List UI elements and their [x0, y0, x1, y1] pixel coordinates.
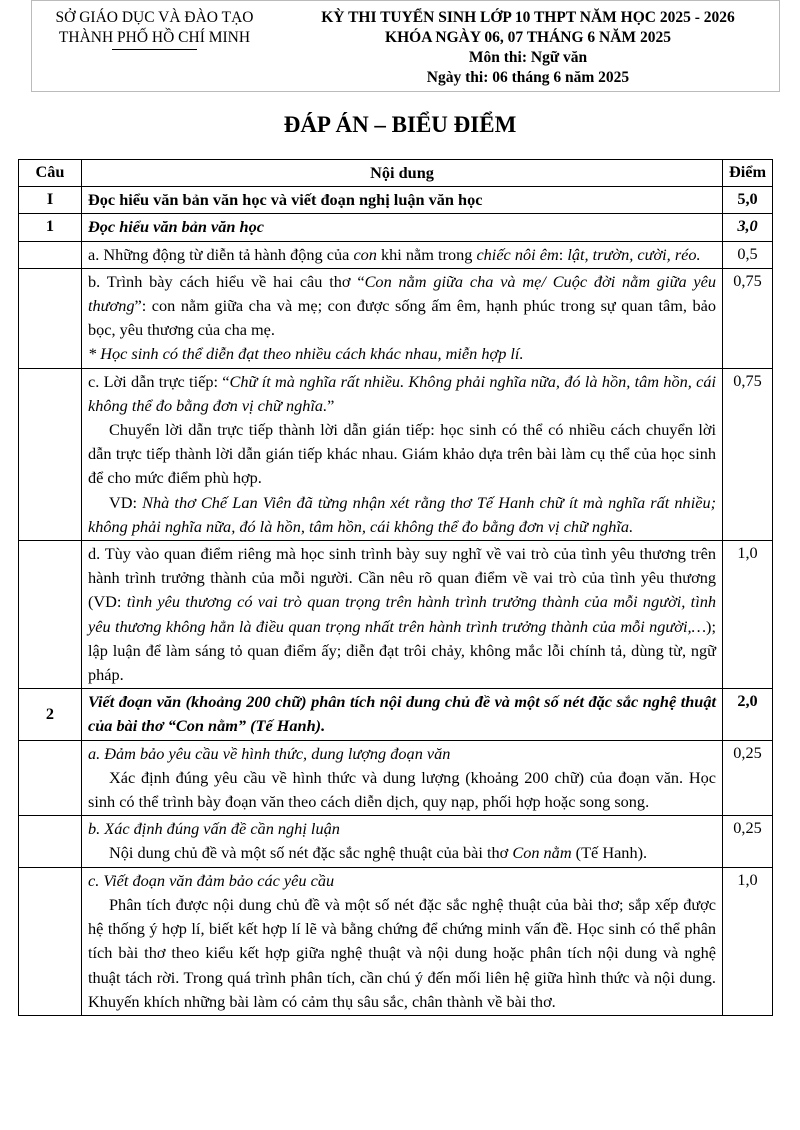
cau-cell-empty: [19, 867, 82, 1015]
answer-1b-text: [88, 270, 716, 343]
answer-1b: [82, 268, 723, 368]
text-run: ”: con nằm giữa cha và mẹ; con được sống ấm êm, hạnh phúc trong sự quan tâm, bảo bọc, yêu thương của cha mẹ.: [88, 296, 716, 340]
answer-2c: [82, 867, 723, 1015]
table-row-section-2: [19, 689, 773, 740]
issuer-line-1: SỞ GIÁO DỤC VÀ ĐÀO TẠO: [55, 9, 254, 26]
criterion-body: Phân tích được nội dung chủ đề và một số nét đặc sắc nghệ thuật của bài thơ; sắp xếp được hệ thống ý hợp lí, biết kết hợp lí lẽ và bằng chứng để chứng minh vấn đề. Học sinh có thể phân tích bài thơ theo kiểu kết hợp giữa nghệ thuật và nội dung hoặc phân tích nội dung và nghệ thuật tách rời. Trong quá trình phân tích, cần chú ý đến mối liên hệ giữa hình thức và nội dung. Khuyến khích những bài làm có cảm thụ sâu sắc, chân thành về bài thơ.: [88, 894, 716, 1011]
criterion-heading: b. Xác định đúng vấn đề cần nghị luận: [88, 819, 340, 839]
text-run: tình yêu thương có vai trò quan trọng trên hành trình trưởng thành của mỗi người, tình yêu thương không hẳn là điều quan trọng nhất trên hành trình trưởng thành của mỗi người,…: [88, 592, 716, 636]
answer-1c-quote: [88, 370, 716, 418]
cau-cell: 2: [19, 689, 82, 740]
cau-cell: 1: [19, 214, 82, 241]
text-run: a. Những động từ diễn tả hành động của: [88, 244, 354, 264]
text-run: c. Lời dẫn trực tiếp: “: [88, 371, 230, 391]
text-run: lật, trườn, cười, réo.: [567, 244, 701, 264]
section-2-title: Viết đoạn văn (khoảng 200 chữ) phân tích nội dung chủ đề và một số nét đặc sắc nghệ thuật của bài thơ “Con nằm” (Tế Hanh).: [82, 689, 723, 740]
diem-cell: 0,25: [723, 816, 773, 867]
criterion-heading: a. Đảm bảo yêu cầu về hình thức, dung lượng đoạn văn: [88, 743, 451, 763]
page-title: ĐÁP ÁN – BIỂU ĐIỂM: [283, 112, 517, 137]
table-row-2a: [19, 740, 773, 816]
cau-cell-empty: [19, 368, 82, 540]
col-header-diem: Điểm: [723, 160, 773, 187]
text-run: b. Trình bày cách hiểu về hai câu thơ “: [88, 271, 365, 291]
table-row-1a: [19, 241, 773, 268]
col-header-cau: Câu: [19, 160, 82, 187]
diem-cell: 1,0: [723, 541, 773, 689]
exam-info-block: [277, 1, 779, 91]
table-row-part-1: [19, 187, 773, 214]
col-header-noidung: Nội dung: [82, 160, 723, 187]
text-run: ”: [327, 395, 335, 415]
table-row-1d: [19, 541, 773, 689]
answer-2a: [82, 740, 723, 816]
table-row-2b: [19, 816, 773, 867]
table-row-section-1: [19, 214, 773, 241]
diem-cell: 2,0: [723, 689, 773, 740]
answer-1c: [82, 368, 723, 540]
diem-cell: 0,25: [723, 740, 773, 816]
criterion-body: Xác định đúng yêu cầu về hình thức và dung lượng (khoảng 200 chữ) của đoạn văn. Học sinh có thể trình bày đoạn văn theo cách diễn dịch, quy nạp, phối hợp hoặc song song.: [88, 767, 716, 812]
exam-session: KHÓA NGÀY 06, 07 THÁNG 6 NĂM 2025: [385, 29, 671, 46]
document-header: [31, 0, 780, 92]
cau-cell-empty: [19, 241, 82, 268]
answer-1a: [82, 241, 723, 268]
text-run: Chữ ít mà nghĩa rất nhiều. Không phải nghĩa nữa, đó là hồn, tâm hồn, cái không thể đo bằng đơn vị chữ nghĩa.: [88, 371, 716, 415]
diem-cell: 5,0: [723, 187, 773, 214]
table-row-1c: [19, 368, 773, 540]
issuer-line-2: THÀNH PHỐ HỒ CHÍ MINH: [58, 29, 251, 46]
answer-key-table: [18, 159, 773, 1016]
text-run: Nhà thơ Chế Lan Viên đã từng nhận xét rằng thơ Tế Hanh chữ ít mà nghĩa rất nhiều; không phải nghĩa nữa, đó là hồn, tâm hồn, cái không thể đo bằng đơn vị chữ nghĩa.: [88, 492, 717, 536]
diem-cell: 3,0: [723, 214, 773, 241]
criterion-heading: c. Viết đoạn văn đảm bảo các yêu cầu: [88, 870, 335, 890]
exam-name: KỲ THI TUYỂN SINH LỚP 10 THPT NĂM HỌC 2025 - 2026: [321, 9, 735, 26]
cau-cell-empty: [19, 740, 82, 816]
diem-cell: 0,75: [723, 268, 773, 368]
cau-cell-empty: [19, 816, 82, 867]
cau-cell-empty: [19, 541, 82, 689]
criterion-body: [88, 841, 716, 865]
text-run: Con nằm: [512, 843, 572, 863]
text-run: khi nằm trong: [376, 244, 477, 264]
text-run: con: [353, 244, 377, 264]
text-run: VD:: [109, 492, 143, 512]
table-row-1b: [19, 268, 773, 368]
answer-1c-example: [88, 491, 716, 539]
text-run: Con nằm giữa cha và mẹ/ Cuộc đời nằm giữa yêu thương: [88, 271, 716, 316]
diem-cell: 1,0: [723, 867, 773, 1015]
text-run: :: [558, 244, 568, 264]
diem-cell: 0,75: [723, 368, 773, 540]
cau-cell-empty: [19, 268, 82, 368]
answer-1b-note: * Học sinh có thể diễn đạt theo nhiều cách khác nhau, miễn hợp lí.: [88, 344, 524, 364]
text-run: (Tế Hanh).: [571, 843, 648, 863]
text-run: d. Tùy vào quan điểm riêng mà học sinh trình bày suy nghĩ về vai trò của tình yêu thương trên hành trình trưởng thành của mỗi người. Cần nêu rõ quan điểm về vai trò của tình yêu thương (VD:: [88, 544, 716, 612]
table-header-row: [19, 160, 773, 187]
issuer-block: [32, 1, 277, 91]
section-1-title: Đọc hiểu văn bản văn học: [82, 214, 723, 241]
exam-date: Ngày thi: 06 tháng 6 năm 2025: [426, 69, 630, 86]
answer-2b: [82, 816, 723, 867]
part-1-title: Đọc hiểu văn bản văn học và viết đoạn nghị luận văn học: [82, 187, 723, 214]
table-row-2c: [19, 867, 773, 1015]
text-run: ); lập luận để làm sáng tỏ quan điểm ấy; diễn đạt trôi chảy, không mắc lỗi chính tả, dùng từ, ngữ pháp.: [88, 616, 716, 685]
issuer-underline: [112, 49, 197, 50]
text-run: chiếc nôi êm: [476, 244, 559, 264]
cau-cell: I: [19, 187, 82, 214]
exam-subject: Môn thi: Ngữ văn: [468, 49, 588, 66]
answer-1d: [82, 541, 723, 689]
answer-1c-guidance: Chuyển lời dẫn trực tiếp thành lời dẫn gián tiếp: học sinh có thể có nhiều cách chuyển lời dẫn trực tiếp thành lời dẫn gián tiếp khác nhau. Giám khảo dựa trên bài làm cụ thể của học sinh để cho mức điểm phù hợp.: [88, 420, 716, 488]
text-run: Nội dung chủ đề và một số nét đặc sắc nghệ thuật của bài thơ: [109, 843, 513, 863]
diem-cell: 0,5: [723, 241, 773, 268]
